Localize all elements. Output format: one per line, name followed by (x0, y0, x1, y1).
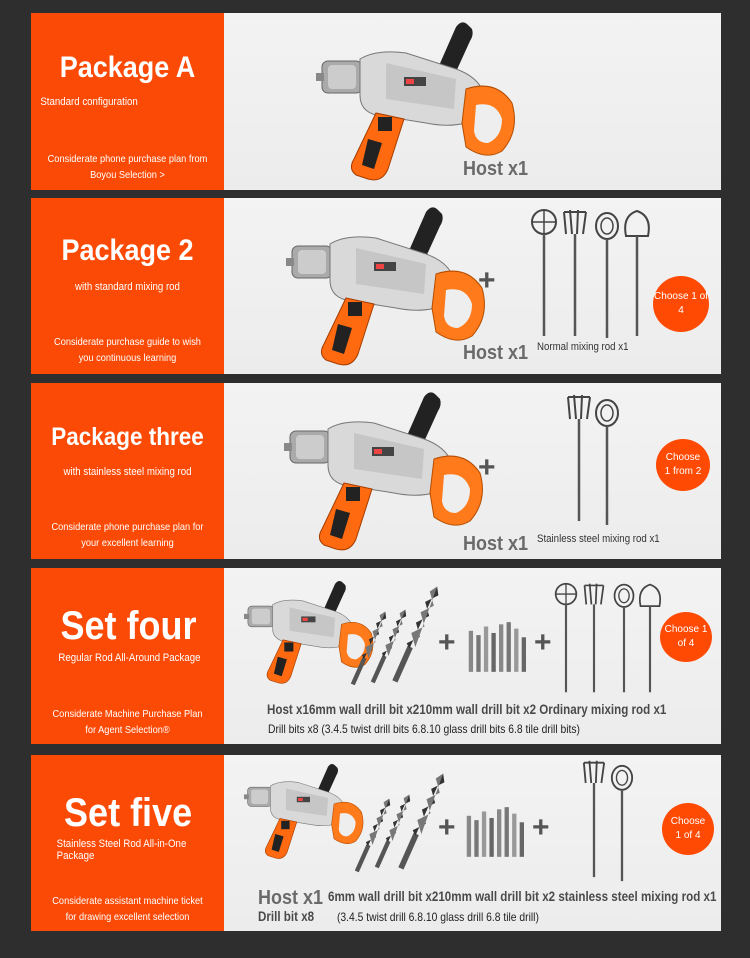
mixing-rod-coil-image (610, 582, 638, 694)
package-three-card[interactable] (31, 383, 721, 559)
package-note: Considerate purchase guide to wish you continuous learning (54, 336, 201, 364)
electric-drill-image (284, 389, 484, 559)
host-label: Host x1 (463, 533, 529, 555)
plus-sign: + (438, 626, 456, 659)
package-title: Package three (51, 423, 204, 451)
accessory-label: Normal mixing rod x1 (537, 341, 629, 353)
package-title: Package A (59, 51, 196, 84)
plus-sign: + (534, 626, 552, 659)
set-four-side-panel (31, 568, 224, 744)
contents-line-2: Drill bits x8 (3.4.5 twist drill bits 6.8.10 glass drill bits 6.8 tile drill bits) (268, 722, 581, 736)
mixing-rod-fork-image (560, 208, 590, 338)
package-a-content (224, 13, 721, 190)
mixing-rod-fork-image (564, 393, 594, 523)
plus-sign: + (532, 811, 550, 844)
package-subtitle: Regular Rod All-Around Package (58, 652, 201, 664)
package-subtitle: Stainless Steel Rod All-in-One Package (56, 838, 187, 862)
choice-badge: Choose 1 of 4 (662, 803, 714, 855)
package-2-content (224, 198, 721, 374)
package-three-content (224, 383, 721, 559)
package-subtitle: with standard mixing rod (75, 281, 180, 293)
package-a-side-panel (31, 13, 224, 190)
set-five-side-panel (31, 755, 224, 931)
mixing-rod-coil-image (592, 397, 622, 527)
contents-line-2: (3.4.5 twist drill 6.8.10 glass drill 6.8 tile drill) (337, 910, 539, 924)
package-subtitle: with stainless steel mixing rod (63, 466, 192, 478)
set-four-card[interactable] (31, 568, 721, 744)
contents-line-1: 6mm wall drill bit x210mm wall drill bit x2 stainless steel mixing rod x1 (328, 889, 717, 904)
contents-line-1: Host x16mm wall drill bit x210mm wall drill bit x2 Ordinary mixing rod x1 (267, 702, 667, 717)
mixing-rod-fork-image (580, 759, 608, 879)
plus-sign: + (478, 264, 496, 297)
package-note: Considerate Machine Purchase Plan for Agent Selection® (52, 708, 203, 736)
package-title: Set four (60, 604, 197, 648)
plus-sign: + (438, 811, 456, 844)
package-title: Package 2 (61, 234, 194, 267)
package-three-side-panel (31, 383, 224, 559)
set-five-card[interactable] (31, 755, 721, 931)
host-label: Host x1 (463, 342, 529, 364)
set-four-content (224, 568, 721, 744)
mixing-rod-wheel-image (552, 582, 580, 694)
set-five-content (224, 755, 721, 931)
package-note: Considerate phone purchase plan for your excellent learning (51, 521, 204, 549)
mixing-rod-coil-image (608, 763, 636, 883)
mixing-rod-wheel-image (529, 208, 559, 338)
package-2-card[interactable] (31, 198, 721, 374)
plus-sign: + (478, 451, 496, 484)
host-label: Host x1 (463, 158, 529, 180)
package-title: Set five (64, 791, 193, 835)
package-a-card[interactable] (31, 13, 721, 190)
electric-drill-image (244, 761, 364, 865)
host-label: Host x1 (258, 887, 324, 909)
choice-badge: Choose 1 from 2 (656, 439, 710, 491)
package-2-side-panel (31, 198, 224, 374)
mixing-rod-loop-image (622, 208, 652, 338)
drill-bit-label: Drill bit x8 (258, 909, 315, 924)
drill-bit-set-image (466, 620, 532, 674)
electric-drill-image (286, 204, 486, 374)
choice-badge: Choose 1 of 4 (660, 612, 712, 662)
package-note: Considerate assistant machine ticket for drawing excellent selection (52, 895, 203, 923)
mixing-rod-coil-image (592, 210, 622, 340)
choice-badge: Choose 1 of 4 (653, 276, 709, 332)
accessory-label: Stainless steel mixing rod x1 (537, 533, 660, 545)
drill-bit-set-image (464, 805, 530, 859)
mixing-rod-fork-image (580, 582, 608, 694)
package-subtitle: Standard configuration (40, 96, 138, 108)
package-note: Considerate phone purchase plan from Boyou Selection > (47, 153, 208, 181)
